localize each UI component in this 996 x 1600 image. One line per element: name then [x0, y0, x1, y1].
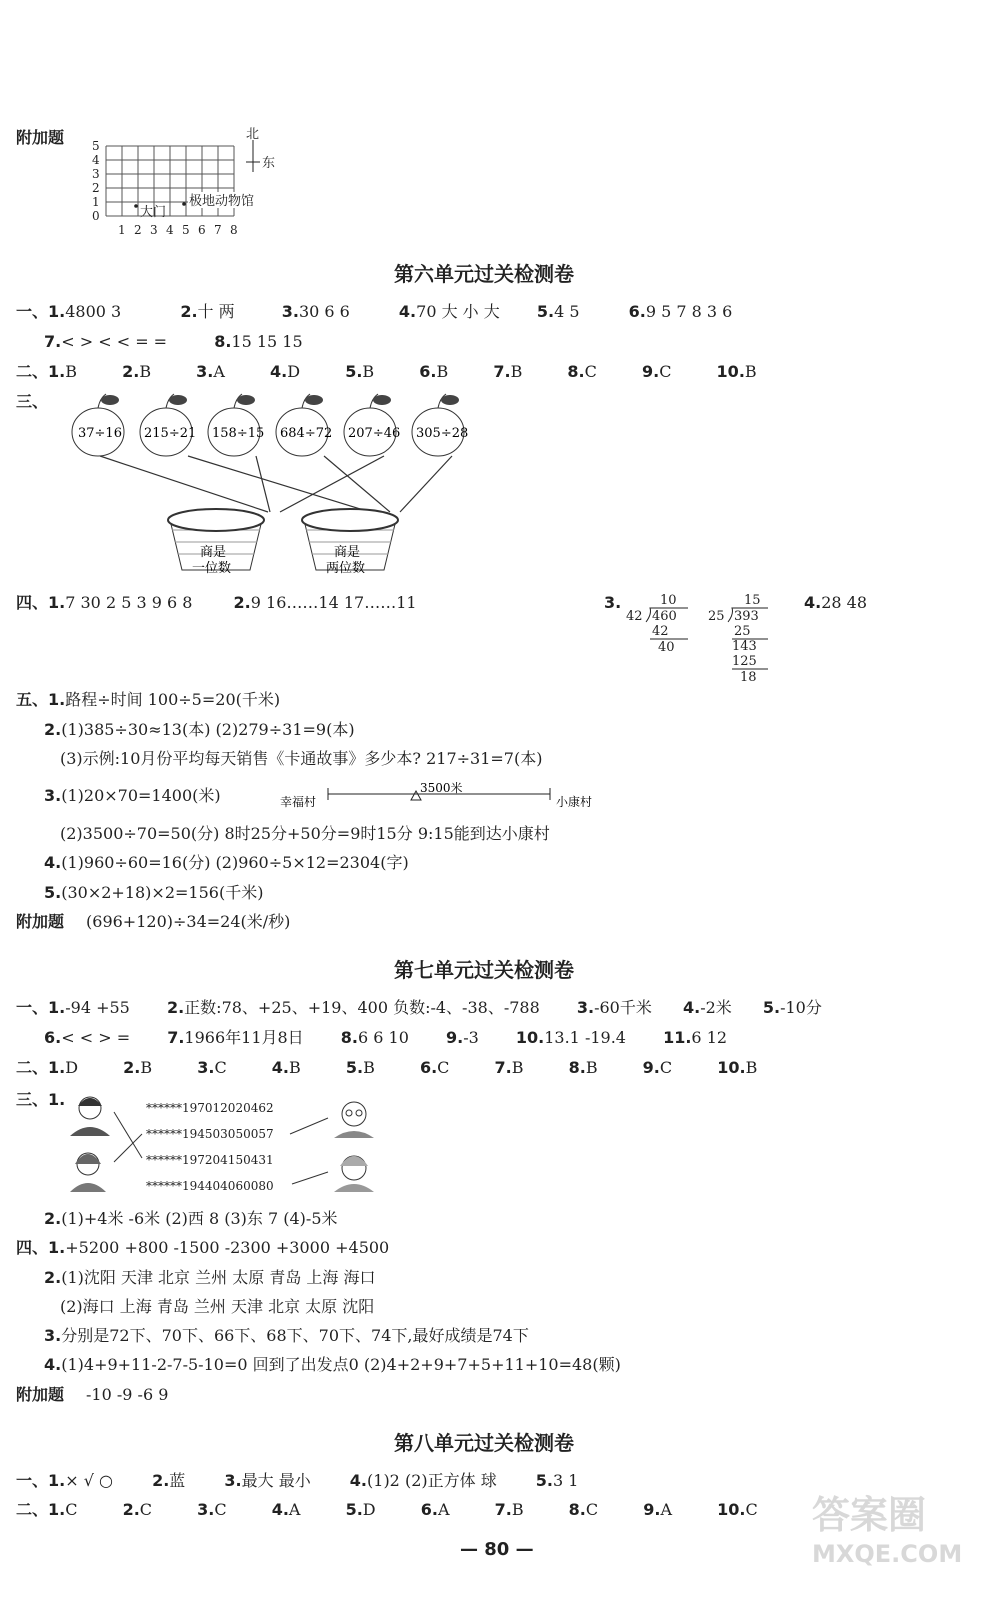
u6-s4-row: 四、1.7 30 2 5 3 9 6 8 2.9 16……14 17……11 [16, 593, 417, 612]
person-woman-icon [70, 1153, 106, 1192]
svg-text:******197204150431: ******197204150431 [146, 1153, 274, 1167]
svg-text:******194503050057: ******194503050057 [146, 1127, 274, 1141]
north-label: 北 [246, 127, 260, 142]
svg-text:460: 460 [652, 609, 677, 624]
u7-row1: 一、1.-94 +55 2.正数:78、+25、+19、400 负数:-4、-38、-788 3.-60千米 4.-2米 5.-10分 [16, 998, 822, 1017]
u6-s4-q3-label: 3. [604, 593, 622, 612]
x-tick: 8 [230, 223, 238, 237]
svg-text:25: 25 [734, 624, 751, 639]
apple-label: 207÷46 [348, 426, 401, 441]
road-diagram [280, 782, 610, 810]
person-man-icon [70, 1097, 110, 1136]
u6-s5-l6: 4.(1)960÷60=16(分) (2)960÷5×12=2304(字) [44, 853, 409, 872]
svg-text:******197012020462: ******197012020462 [146, 1101, 274, 1115]
person-old-man-icon [334, 1102, 374, 1138]
y-tick: 4 [92, 153, 100, 167]
u6-s5-l4: 3.(1)20×70=1400(米) [44, 786, 221, 805]
u7-s4-l4: 3.分别是72下、70下、66下、68下、70下、74下,最好成绩是74下 [44, 1326, 529, 1345]
u8-row1: 一、1.× √ ○ 2.蓝 3.最大 最小 4.(1)2 (2)正方体 球 5.3 1 [16, 1471, 579, 1490]
svg-text:两位数: 两位数 [326, 561, 366, 576]
svg-text:40: 40 [658, 640, 675, 655]
x-tick: 7 [214, 223, 222, 237]
apple-basket-matching [60, 388, 500, 584]
svg-text:42: 42 [652, 624, 669, 639]
u6-s3-label: 三、 [16, 392, 49, 411]
y-tick: 3 [92, 167, 100, 181]
u6-s5-l5: (2)3500÷70=50(分) 8时25分+50分=9时15分 9:15能到达小康村 [60, 824, 550, 843]
apple-label: 215÷21 [144, 426, 197, 441]
u6-s2-row: 二、1.B 2.B 3.A 4.D 5.B 6.B 7.B 8.C 9.C 10.B [16, 362, 757, 381]
u6-s1-row2: 7.< > < < = = 8.15 15 15 [44, 332, 303, 351]
u8-row2: 二、1.C 2.C 3.C 4.A 5.D 6.A 7.B 8.C 9.A 10.C [16, 1500, 758, 1519]
page-number: — 80 — [460, 1539, 534, 1560]
svg-text:15: 15 [744, 593, 761, 608]
u7-row2: 6.< < > = 7.1966年11月8日 8.6 6 10 9.-3 10.13.1 -19.4 11.6 12 [44, 1028, 728, 1047]
coordinate-grid [88, 126, 288, 238]
u6-s5-l2: 2.(1)385÷30≈13(本) (2)279÷31=9(本) [44, 720, 355, 739]
y-tick: 5 [92, 139, 100, 153]
apple-label: 158÷15 [212, 426, 265, 441]
y-tick: 0 [92, 209, 100, 223]
east-label: 东 [262, 156, 276, 171]
svg-text:幸福村: 幸福村 [280, 795, 317, 809]
basket-two-digit [302, 509, 398, 576]
u7-s4-l5: 4.(1)4+9+11-2-7-5-10=0 回到了出发点0 (2)4+2+9+7+5+11+10=48(颗) [44, 1355, 621, 1374]
svg-text:143: 143 [732, 639, 757, 654]
apple-label: 37÷16 [78, 426, 122, 441]
svg-text:10: 10 [660, 593, 677, 608]
apple-label: 305÷28 [416, 426, 469, 441]
u6-s1-row1: 一、1.4800 3 2.十 两 3.30 6 6 4.70 大 小 大 5.4 5 6.9 5 7 8 3 6 [16, 302, 733, 321]
bonus-label: 附加题 [16, 128, 65, 147]
id-matching-diagram [64, 1088, 394, 1198]
unit7-title: 第七单元过关检测卷 [394, 958, 574, 982]
y-tick: 1 [92, 195, 100, 209]
x-tick: 3 [150, 223, 158, 237]
u6-bonus: 附加题 (696+120)÷34=24(米/秒) [16, 912, 291, 931]
svg-text:42: 42 [626, 609, 643, 624]
unit6-title: 第六单元过关检测卷 [394, 262, 574, 286]
unit8-title: 第八单元过关检测卷 [394, 1431, 574, 1455]
u7-s4-l3: (2)海口 上海 青岛 兰州 天津 北京 太原 沈阳 [60, 1297, 375, 1316]
svg-text:商是: 商是 [334, 545, 361, 560]
svg-text:商是: 商是 [200, 545, 227, 560]
svg-text:******194404060080: ******194404060080 [146, 1179, 274, 1193]
svg-text:25: 25 [708, 609, 725, 624]
watermark-logo: 答案圈 [812, 1493, 927, 1537]
x-tick: 2 [134, 223, 142, 237]
apples [72, 394, 468, 456]
x-tick: 4 [166, 223, 174, 237]
u7-s4-l2: 2.(1)沈阳 天津 北京 兰州 太原 青岛 上海 海口 [44, 1268, 376, 1287]
svg-text:一位数: 一位数 [192, 561, 232, 576]
u7-s3-l2: 2.(1)+4米 -6米 (2)西 8 (3)东 7 (4)-5米 [44, 1209, 338, 1228]
svg-text:393: 393 [734, 609, 759, 624]
gate-label: 大门 [140, 205, 167, 220]
person-old-woman-icon [334, 1156, 374, 1192]
watermark-url: MXQE.COM [812, 1540, 963, 1568]
x-tick: 1 [118, 223, 126, 237]
y-tick: 2 [92, 181, 100, 195]
u6-s5-l1: 五、1.路程÷时间 100÷5=20(千米) [16, 690, 281, 709]
svg-text:3500米: 3500米 [420, 782, 463, 795]
u6-s5-l3: (3)示例:10月份平均每天销售《卡通故事》多少本? 217÷31=7(本) [60, 749, 543, 768]
u7-s4-l1: 四、1.+5200 +800 -1500 -2300 +3000 +4500 [16, 1238, 390, 1257]
svg-text:125: 125 [732, 654, 757, 669]
x-tick: 5 [182, 223, 190, 237]
long-division [622, 590, 782, 686]
svg-text:18: 18 [740, 670, 757, 685]
x-tick: 6 [198, 223, 206, 237]
svg-text:小康村: 小康村 [556, 795, 593, 809]
u7-s3-label: 三、1. [16, 1090, 66, 1109]
apple-label: 684÷72 [280, 426, 333, 441]
basket-one-digit [168, 509, 264, 576]
museum-label: 极地动物馆 [189, 194, 255, 209]
u7-bonus: 附加题 -10 -9 -6 9 [16, 1385, 169, 1404]
u6-s4-q4: 4.28 48 [804, 593, 868, 612]
u6-s5-l7: 5.(30×2+18)×2=156(千米) [44, 883, 264, 902]
u7-row3: 二、1.D 2.B 3.C 4.B 5.B 6.C 7.B 8.B 9.C 10.B [16, 1058, 758, 1077]
